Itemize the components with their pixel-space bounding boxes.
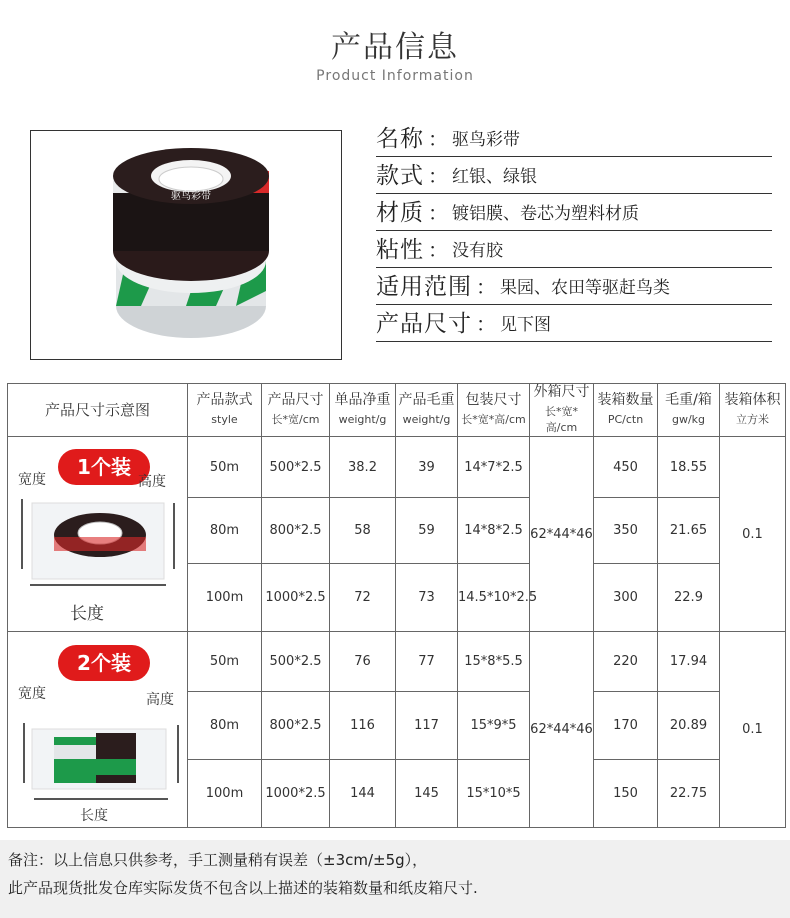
size-cell: 1000*2.5 <box>262 564 330 632</box>
length-label: 长度 <box>70 604 104 624</box>
gw-per-carton-cell: 17.94 <box>658 632 720 692</box>
package-sketch <box>8 633 186 827</box>
column-header-sub: gw/kg <box>671 413 706 426</box>
style-cell: 50m <box>188 437 262 498</box>
size-cell: 800*2.5 <box>262 692 330 760</box>
spec-key: 名称 <box>376 126 424 152</box>
pack-size-cell: 14.5*10*2.5 <box>458 564 530 632</box>
size-table <box>7 383 786 828</box>
style-cell: 80m <box>188 498 262 564</box>
style-cell: 50m <box>188 632 262 692</box>
size-cell: 500*2.5 <box>262 632 330 692</box>
qty-cell: 170 <box>594 692 658 760</box>
style-cell: 100m <box>188 760 262 828</box>
gw-per-carton-cell: 21.65 <box>658 498 720 564</box>
spec-key: 粘性 <box>376 237 424 263</box>
gross-weight-cell: 145 <box>396 760 458 828</box>
net-weight-cell: 58 <box>330 498 396 564</box>
pack-size-cell: 15*9*5 <box>458 692 530 760</box>
column-header-main: 包装尺寸 <box>465 392 522 408</box>
table-row <box>8 632 786 692</box>
pack-size-cell: 14*8*2.5 <box>458 498 530 564</box>
net-weight-cell: 144 <box>330 760 396 828</box>
net-weight-cell: 76 <box>330 632 396 692</box>
qty-cell: 300 <box>594 564 658 632</box>
net-weight-cell: 38.2 <box>330 437 396 498</box>
spec-key: 材质 <box>376 200 424 226</box>
svg-text:驱鸟彩带: 驱鸟彩带 <box>171 191 211 202</box>
spec-value: 镀铝膜、卷芯为塑料材质 <box>452 204 639 224</box>
footnote <box>0 840 790 918</box>
column-header-sub: 长*宽*高/cm <box>545 405 578 434</box>
pack-size-cell: 15*8*5.5 <box>458 632 530 692</box>
spec-row <box>376 120 772 157</box>
spec-row <box>376 305 772 342</box>
gw-per-carton-cell: 22.9 <box>658 564 720 632</box>
column-header-sub: 立方米 <box>736 413 769 426</box>
gross-weight-cell: 39 <box>396 437 458 498</box>
column-header-main: 装箱体积 <box>724 392 781 408</box>
column-header-sub: PC/ctn <box>607 413 644 426</box>
spec-key: 款式 <box>376 163 424 189</box>
column-header-main: 产品尺寸 <box>267 392 324 408</box>
spec-colon: ： <box>428 201 448 225</box>
qty-cell: 150 <box>594 760 658 828</box>
footnote-line-2: 此产品现货批发仓库实际发货不包含以上描述的装箱数量和纸皮箱尺寸. <box>8 879 478 897</box>
size-diagram <box>8 632 188 828</box>
pack-size-cell: 15*10*5 <box>458 760 530 828</box>
spec-list <box>376 120 772 342</box>
spec-colon: ： <box>476 275 496 299</box>
spec-row <box>376 194 772 231</box>
column-header <box>658 384 720 437</box>
size-diagram <box>8 437 188 632</box>
column-header-main: 装箱数量 <box>597 392 654 408</box>
carton-size-cell: 62*44*46 <box>530 437 594 632</box>
column-header-sub: style <box>211 413 238 426</box>
column-header-sub: 长*宽*高/cm <box>461 413 526 426</box>
spec-colon: ： <box>428 164 448 188</box>
column-header <box>720 384 786 437</box>
column-header <box>458 384 530 437</box>
gross-weight-cell: 77 <box>396 632 458 692</box>
column-header <box>530 384 594 437</box>
length-label: 长度 <box>80 807 108 824</box>
gross-weight-cell: 73 <box>396 564 458 632</box>
size-cell: 500*2.5 <box>262 437 330 498</box>
net-weight-cell: 116 <box>330 692 396 760</box>
column-header-main: 单品净重 <box>334 392 391 408</box>
column-header <box>262 384 330 437</box>
column-header <box>8 384 188 437</box>
net-weight-cell: 72 <box>330 564 396 632</box>
table-header-row <box>8 384 786 437</box>
qty-cell: 450 <box>594 437 658 498</box>
column-header-main: 毛重/箱 <box>665 392 712 408</box>
qty-cell: 220 <box>594 632 658 692</box>
gw-per-carton-cell: 22.75 <box>658 760 720 828</box>
spec-colon: ： <box>428 127 448 151</box>
spec-colon: ： <box>476 312 496 336</box>
page-header <box>0 30 790 84</box>
footnote-line-1: 备注：以上信息只供参考，手工测量稍有误差（±3cm/±5g）， <box>8 851 428 869</box>
package-sketch <box>8 437 186 631</box>
spec-row <box>376 157 772 194</box>
spec-key: 产品尺寸 <box>376 311 472 337</box>
gw-per-carton-cell: 20.89 <box>658 692 720 760</box>
volume-cell: 0.1 <box>720 632 786 828</box>
column-header-main: 产品尺寸示意图 <box>44 401 150 419</box>
qty-cell: 350 <box>594 498 658 564</box>
tape-roll-illustration <box>31 131 341 359</box>
size-cell: 800*2.5 <box>262 498 330 564</box>
pack-badge: 1个装 <box>58 449 150 485</box>
column-header <box>594 384 658 437</box>
spec-value: 红银、绿银 <box>452 167 537 187</box>
gross-weight-cell: 117 <box>396 692 458 760</box>
spec-value: 驱鸟彩带 <box>452 130 520 150</box>
column-header-sub: weight/g <box>338 413 387 426</box>
product-photo <box>30 130 342 360</box>
width-label: 宽度 <box>18 472 46 488</box>
page-title: 产品信息 <box>331 30 459 65</box>
size-cell: 1000*2.5 <box>262 760 330 828</box>
style-cell: 100m <box>188 564 262 632</box>
column-header-sub: 长*宽/cm <box>271 413 320 426</box>
column-header-main: 产品毛重 <box>398 392 455 408</box>
spec-key: 适用范围 <box>376 274 472 300</box>
spec-row <box>376 268 772 305</box>
pack-size-cell: 14*7*2.5 <box>458 437 530 498</box>
spec-value: 见下图 <box>500 315 551 335</box>
style-cell: 80m <box>188 692 262 760</box>
table-row <box>8 437 786 498</box>
column-header <box>396 384 458 437</box>
spec-colon: ： <box>428 238 448 262</box>
spec-value: 没有胶 <box>452 241 503 261</box>
pack-badge: 2个装 <box>58 645 150 681</box>
height-label: 高度 <box>138 474 166 490</box>
height-label: 高度 <box>146 691 174 708</box>
carton-size-cell: 62*44*46 <box>530 632 594 828</box>
column-header-main: 产品款式 <box>196 392 253 408</box>
column-header <box>188 384 262 437</box>
spec-value: 果园、农田等驱赶鸟类 <box>500 278 670 298</box>
gross-weight-cell: 59 <box>396 498 458 564</box>
column-header-main: 外箱尺寸 <box>533 384 590 400</box>
column-header <box>330 384 396 437</box>
volume-cell: 0.1 <box>720 437 786 632</box>
gw-per-carton-cell: 18.55 <box>658 437 720 498</box>
width-label: 宽度 <box>18 685 46 702</box>
column-header-sub: weight/g <box>402 413 451 426</box>
spec-row <box>376 231 772 268</box>
page-subtitle: Product Information <box>316 68 474 84</box>
